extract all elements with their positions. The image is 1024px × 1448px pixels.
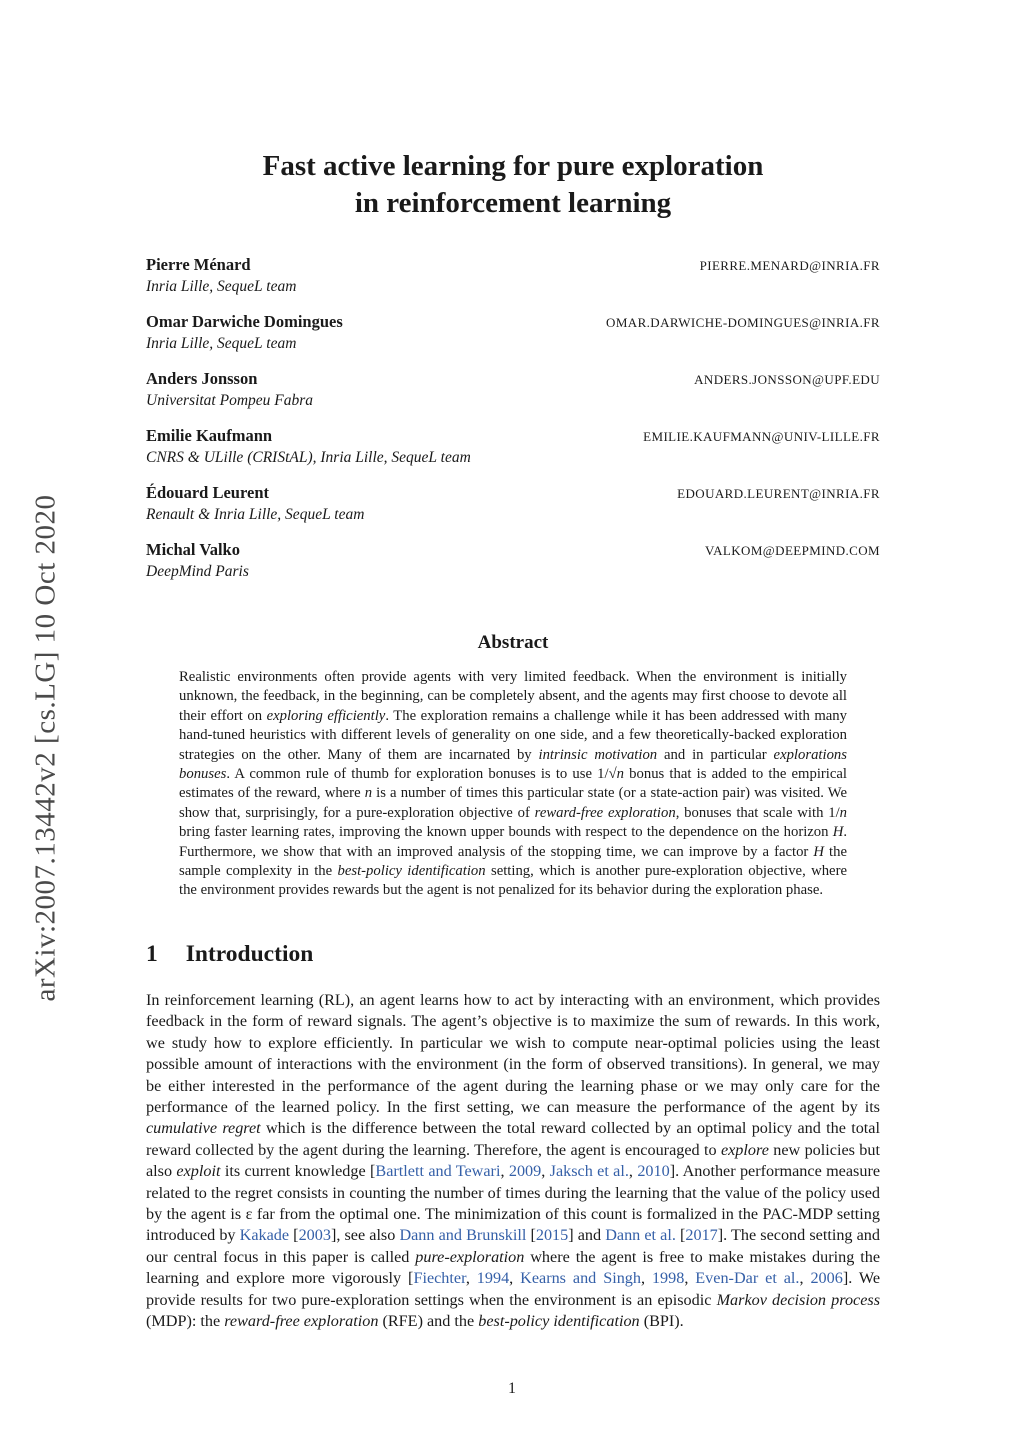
text-run: bring faster learning rates, improving the known upper bounds with respect to the dependence on the horizon bbox=[179, 824, 833, 841]
abstract-section bbox=[146, 632, 880, 901]
author-affiliation: Inria Lille, SequeL team bbox=[146, 335, 297, 352]
emphasis-text: n bbox=[616, 766, 624, 783]
text-run: ], see also bbox=[330, 1226, 400, 1245]
text-run: (BPI). bbox=[639, 1311, 684, 1330]
citation-link[interactable]: Dann et al. bbox=[605, 1226, 676, 1245]
author-info bbox=[146, 425, 471, 468]
section-heading-introduction bbox=[146, 941, 880, 968]
text-run: ]. We provide results for two pure-exploration settings when the environment is an episodic bbox=[146, 1269, 881, 1309]
author-info bbox=[146, 539, 249, 582]
emphasis-text: pure-exploration bbox=[415, 1247, 525, 1266]
text-run: where the agent is free to make mistakes during the learning and explore more vigorously [ bbox=[146, 1247, 881, 1288]
text-run: [ bbox=[675, 1226, 686, 1245]
author-affiliation: CNRS & ULille (CRIStAL), Inria Lille, SequeL team bbox=[146, 449, 471, 466]
emphasis-text: reward-free exploration bbox=[224, 1311, 379, 1330]
author-row bbox=[146, 368, 880, 411]
emphasis-text: H bbox=[813, 843, 824, 860]
text-run: and in particular bbox=[657, 746, 774, 763]
citation-link[interactable]: 2009 bbox=[508, 1162, 542, 1181]
paper-title bbox=[146, 148, 880, 222]
citation-link[interactable]: 2006 bbox=[810, 1269, 843, 1288]
author-info bbox=[146, 311, 343, 354]
text-run: [ bbox=[526, 1226, 536, 1245]
page-number: 1 bbox=[508, 1380, 516, 1397]
author-name: Édouard Leurent bbox=[146, 483, 270, 502]
text-run: , bbox=[684, 1269, 696, 1288]
emphasis-text: n bbox=[364, 785, 373, 802]
author-email: PIERRE.MENARD@INRIA.FR bbox=[699, 258, 880, 273]
emphasis-text: best-policy identification bbox=[337, 863, 486, 880]
author-info bbox=[146, 482, 364, 525]
text-run: the sample complexity in the bbox=[179, 843, 847, 880]
author-name: Pierre Ménard bbox=[146, 255, 251, 274]
author-name: Anders Jonsson bbox=[146, 369, 258, 388]
emphasis-text: intrinsic motivation bbox=[538, 746, 658, 763]
abstract-heading: Abstract bbox=[477, 632, 549, 653]
arxiv-watermark: arXiv:2007.13442v2 [cs.LG] 10 Oct 2020 bbox=[29, 494, 62, 1002]
citation-link[interactable]: Fiechter bbox=[413, 1269, 466, 1288]
text-run: , bbox=[628, 1162, 638, 1181]
emphasis-text: n bbox=[839, 804, 847, 821]
paper-title-line2: in reinforcement learning bbox=[354, 187, 672, 219]
author-row bbox=[146, 482, 880, 525]
text-run: new policies but also bbox=[146, 1140, 880, 1181]
emphasis-text: explorations bonuses bbox=[179, 746, 847, 783]
author-email: ANDERS.JONSSON@UPF.EDU bbox=[694, 372, 880, 387]
text-run: , bbox=[465, 1269, 477, 1288]
section-number: 1 bbox=[146, 940, 158, 967]
citation-link[interactable]: Kearns and Singh bbox=[520, 1269, 641, 1288]
citation-link[interactable]: 1994 bbox=[476, 1269, 510, 1288]
text-run: [ bbox=[289, 1226, 299, 1245]
text-run: , bbox=[799, 1269, 811, 1288]
text-run: (MDP): the bbox=[146, 1311, 225, 1330]
text-run: , bonuses that scale with 1/ bbox=[675, 804, 840, 821]
text-run: ]. Another performance measure related to the regret consists in counting the number of times during the learning that the value of the policy used by the agent is ε far from the optimal one. The minimization of this count is formalized in the PAC-MDP setting introduced by bbox=[146, 1162, 881, 1245]
text-run: ] and bbox=[568, 1226, 606, 1245]
author-affiliation: Renault & Inria Lille, SequeL team bbox=[146, 506, 365, 523]
text-run: , bbox=[640, 1269, 652, 1288]
author-email: VALKOM@DEEPMIND.COM bbox=[705, 543, 880, 558]
text-run: its current knowledge [ bbox=[220, 1162, 376, 1181]
citation-link[interactable]: Kakade bbox=[239, 1226, 290, 1245]
text-run: ]. The second setting and our central focus in this paper is called bbox=[146, 1226, 880, 1266]
emphasis-text: Markov decision process bbox=[716, 1290, 880, 1309]
text-run: . The exploration remains a challenge while it has been addressed with many hand-tuned heuristics with different levels of generality on one side, and a few theoretically-backed exploration strategies on the other. Many of them are incarnated by bbox=[179, 707, 847, 763]
paper-title-line1: Fast active learning for pure exploration bbox=[262, 150, 764, 182]
text-run: , bbox=[500, 1162, 509, 1181]
text-run: Realistic environments often provide agents with very limited feedback. When the environment is initially unknown, the feedback, in the beginning, can be completely absent, and the agents may first choose to devote all their effort on bbox=[179, 669, 847, 724]
text-run: is a number of times this particular state (or a state-action pair) was visited. We show that, surprisingly, for a pure-exploration objective of bbox=[179, 785, 847, 821]
emphasis-text: best-policy identification bbox=[478, 1311, 640, 1330]
abstract-text bbox=[179, 668, 847, 901]
text-run: bonus that is added to the empirical estimates of the reward, where bbox=[179, 766, 847, 802]
author-block bbox=[146, 254, 880, 582]
citation-link[interactable]: 2010 bbox=[637, 1162, 670, 1181]
author-row bbox=[146, 539, 880, 582]
author-email: EDOUARD.LEURENT@INRIA.FR bbox=[677, 486, 880, 501]
author-info bbox=[146, 368, 313, 411]
author-name: Omar Darwiche Domingues bbox=[146, 312, 343, 331]
text-run: which is the difference between the total reward collected by an optimal policy and the total reward collected by the agent during the learning. Therefore, the agent is encouraged to bbox=[146, 1119, 880, 1159]
author-affiliation: Universitat Pompeu Fabra bbox=[146, 392, 314, 409]
emphasis-text: reward-free exploration bbox=[534, 804, 676, 821]
emphasis-text: cumulative regret bbox=[146, 1119, 261, 1138]
text-run: (RFE) and the bbox=[378, 1311, 479, 1330]
citation-link[interactable]: 2003 bbox=[298, 1226, 331, 1245]
text-run: , bbox=[541, 1162, 550, 1181]
citation-link[interactable]: Even-Dar et al. bbox=[695, 1269, 800, 1288]
author-info bbox=[146, 254, 296, 297]
author-row bbox=[146, 254, 880, 297]
emphasis-text: exploit bbox=[176, 1162, 221, 1181]
paper-content bbox=[146, 0, 880, 1332]
author-name: Emilie Kaufmann bbox=[146, 426, 273, 445]
author-email: EMILIE.KAUFMANN@UNIV-LILLE.FR bbox=[643, 429, 880, 444]
citation-link[interactable]: Dann and Brunskill bbox=[399, 1226, 527, 1245]
citation-link[interactable]: 2017 bbox=[685, 1226, 718, 1245]
emphasis-text: H bbox=[832, 824, 844, 841]
section-title: Introduction bbox=[185, 940, 314, 967]
text-run: , bbox=[509, 1269, 521, 1288]
emphasis-text: exploring efficiently bbox=[266, 707, 386, 724]
author-name: Michal Valko bbox=[146, 540, 240, 559]
author-email: OMAR.DARWICHE-DOMINGUES@INRIA.FR bbox=[606, 315, 880, 330]
citation-link[interactable]: 1998 bbox=[651, 1269, 685, 1288]
text-run: setting, which is another pure-exploration objective, where the environment provides rewards but the agent is not penalized for its behavior during the exploration phase. bbox=[179, 863, 847, 899]
author-affiliation: Inria Lille, SequeL team bbox=[146, 278, 297, 295]
citation-link[interactable]: Jaksch et al. bbox=[549, 1162, 629, 1181]
citation-link[interactable]: 2015 bbox=[535, 1226, 569, 1245]
citation-link[interactable]: Bartlett and Tewari bbox=[375, 1162, 501, 1181]
author-row bbox=[146, 425, 880, 468]
text-run: . Furthermore, we show that with an improved analysis of the stopping time, we can improve by a factor bbox=[179, 824, 847, 860]
author-affiliation: DeepMind Paris bbox=[146, 563, 249, 580]
text-run: . A common rule of thumb for exploration bonuses is to use 1/√ bbox=[226, 766, 617, 783]
emphasis-text: explore bbox=[720, 1140, 769, 1159]
introduction-text bbox=[146, 990, 880, 1333]
text-run: In reinforcement learning (RL), an agent learns how to act by interacting with an environment, which provides feedback in the form of reward signals. The agent’s objective is to maximize the sum of rewards. In this work, we study how to explore efficiently. In particular we wish to compute near-optimal policies using the least possible amount of interactions with the environment (in the form of observed transitions). In general, we may be either interested in the performance of the agent during the learning phase or we may only care for the performance of the learned policy. In the first setting, we can measure the performance of the agent by its bbox=[146, 990, 880, 1116]
author-row bbox=[146, 311, 880, 354]
